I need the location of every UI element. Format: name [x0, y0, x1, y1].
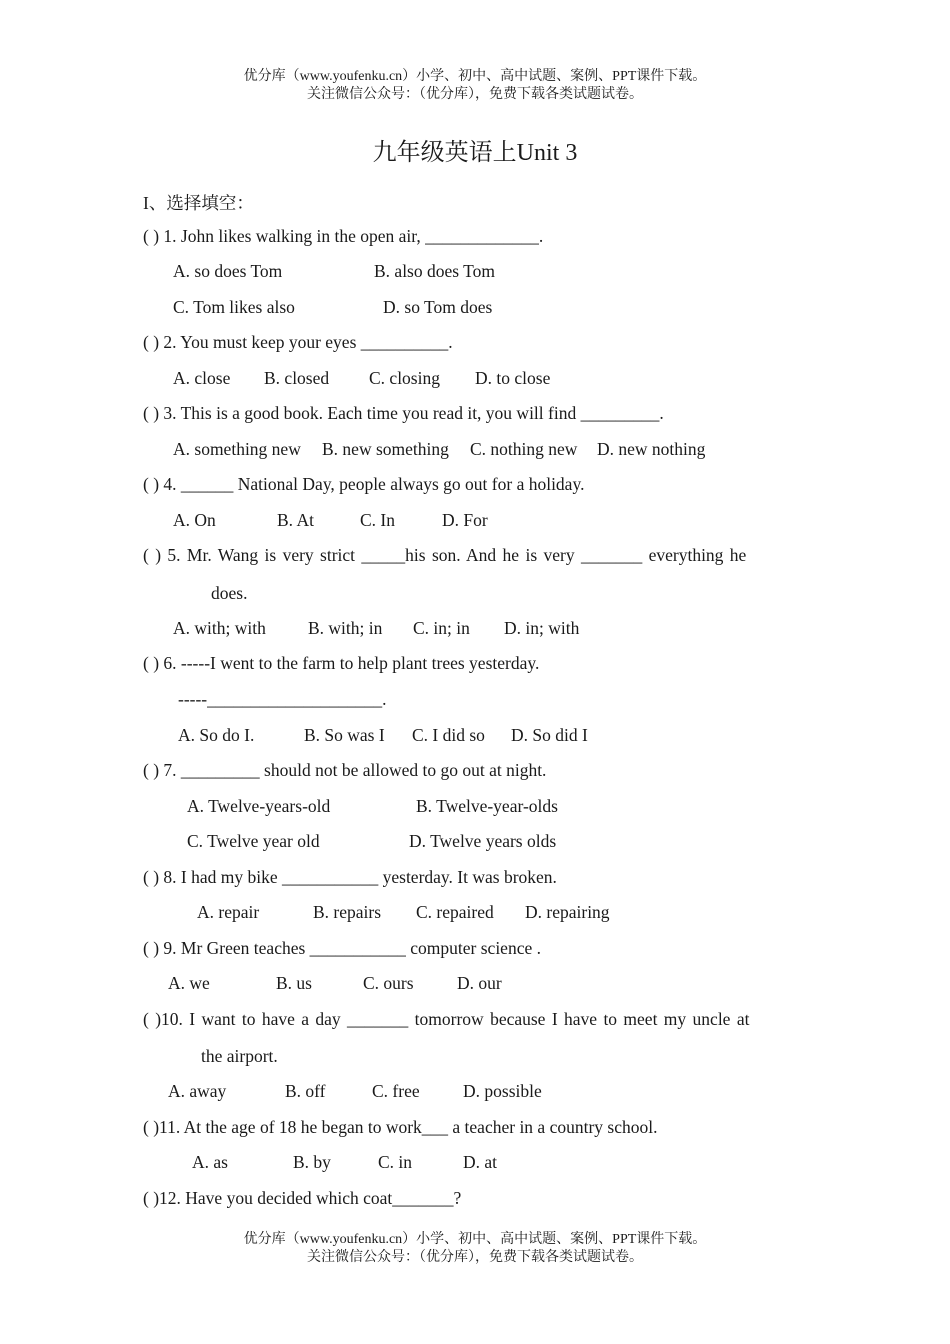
section-heading: I、选择填空：: [143, 193, 254, 213]
question-7-option-a: A. Twelve-years-old: [187, 796, 331, 816]
footer-line-2: 关注微信公众号：（优分库），免费下载各类试题试卷。: [307, 1250, 643, 1265]
question-9-stem: ( ) 9. Mr Green teaches ___________ computer science .: [143, 938, 541, 958]
question-4-option-a: A. On: [173, 510, 216, 530]
question-2-option-c: C. closing: [369, 368, 440, 388]
question-10-option-b: B. off: [285, 1081, 326, 1101]
question-8-option-b: B. repairs: [313, 902, 382, 922]
question-11-stem: ( )11. At the age of 18 he began to work___ a teacher in a country school.: [143, 1117, 658, 1137]
question-10-stem: ( )10. I want to have a day _______ tomorrow because I have to meet my uncle at: [143, 1009, 750, 1029]
question-3-option-a: A. something new: [173, 439, 301, 459]
question-5-stem: ( ) 5. Mr. Wang is very strict _____his son. And he is very _______ everything he: [143, 545, 747, 565]
footer-line-1: 优分库（www.youfenku.cn）小学、初中、高中试题、案例、PPT课件下载。: [243, 1232, 707, 1247]
question-7-option-b: B. Twelve-year-olds: [416, 796, 558, 816]
question-6-continuation: -----____________________.: [178, 689, 387, 709]
question-1-option-a: A. so does Tom: [173, 261, 283, 281]
question-8-stem: ( ) 8. I had my bike ___________ yesterday. It was broken.: [143, 867, 557, 887]
question-7-option-d: D. Twelve years olds: [409, 831, 557, 851]
question-1-option-b: B. also does Tom: [374, 261, 495, 281]
question-11-option-c: C. in: [378, 1152, 413, 1172]
question-10-option-d: D. possible: [463, 1081, 542, 1101]
question-6-option-a: A. So do I.: [178, 725, 255, 745]
question-7-stem: ( ) 7. _________ should not be allowed to go out at night.: [143, 760, 547, 780]
question-1-option-d: D. so Tom does: [383, 297, 493, 317]
question-8-option-d: D. repairing: [525, 902, 610, 922]
question-12-stem: ( )12. Have you decided which coat_______?: [143, 1188, 462, 1208]
question-3-option-d: D. new nothing: [597, 439, 706, 459]
question-6-option-c: C. I did so: [412, 725, 485, 745]
question-10-option-c: C. free: [372, 1081, 420, 1101]
question-5-option-a: A. with; with: [173, 618, 266, 638]
question-11-option-d: D. at: [463, 1152, 498, 1172]
question-6-stem: ( ) 6. -----I went to the farm to help plant trees yesterday.: [143, 653, 540, 673]
question-5-continuation: does.: [211, 583, 248, 603]
question-11-option-a: A. as: [192, 1152, 228, 1172]
question-9-option-b: B. us: [276, 973, 312, 993]
question-11-option-b: B. by: [293, 1152, 331, 1172]
question-7-option-c: C. Twelve year old: [187, 831, 320, 851]
page-title: 九年级英语上Unit 3: [372, 140, 578, 166]
question-8-option-c: C. repaired: [416, 902, 494, 922]
question-1-stem: ( ) 1. John likes walking in the open air, _____________.: [143, 226, 544, 246]
question-9-option-d: D. our: [457, 973, 502, 993]
question-3-option-c: C. nothing new: [470, 439, 578, 459]
question-3-option-b: B. new something: [322, 439, 449, 459]
header-line-2: 关注微信公众号：（优分库），免费下载各类试题试卷。: [307, 87, 643, 102]
question-2-option-d: D. to close: [475, 368, 551, 388]
question-2-option-b: B. closed: [264, 368, 330, 388]
question-5-option-b: B. with; in: [308, 618, 383, 638]
question-9-option-c: C. ours: [363, 973, 414, 993]
question-5-option-c: C. in; in: [413, 618, 470, 638]
question-4-stem: ( ) 4. ______ National Day, people always go out for a holiday.: [143, 474, 585, 494]
question-6-option-d: D. So did I: [511, 725, 588, 745]
question-4-option-b: B. At: [277, 510, 314, 530]
question-10-continuation: the airport.: [201, 1046, 278, 1066]
question-8-option-a: A. repair: [197, 902, 260, 922]
question-6-option-b: B. So was I: [304, 725, 385, 745]
question-5-option-d: D. in; with: [504, 618, 580, 638]
question-9-option-a: A. we: [168, 973, 210, 993]
header-line-1: 优分库（www.youfenku.cn）小学、初中、高中试题、案例、PPT课件下载。: [243, 69, 707, 84]
question-3-stem: ( ) 3. This is a good book. Each time you read it, you will find _________.: [143, 403, 664, 423]
question-10-option-a: A. away: [168, 1081, 227, 1101]
question-2-option-a: A. close: [173, 368, 231, 388]
question-2-stem: ( ) 2. You must keep your eyes __________.: [143, 332, 453, 352]
question-1-option-c: C. Tom likes also: [173, 297, 295, 317]
question-4-option-d: D. For: [442, 510, 488, 530]
question-4-option-c: C. In: [360, 510, 395, 530]
